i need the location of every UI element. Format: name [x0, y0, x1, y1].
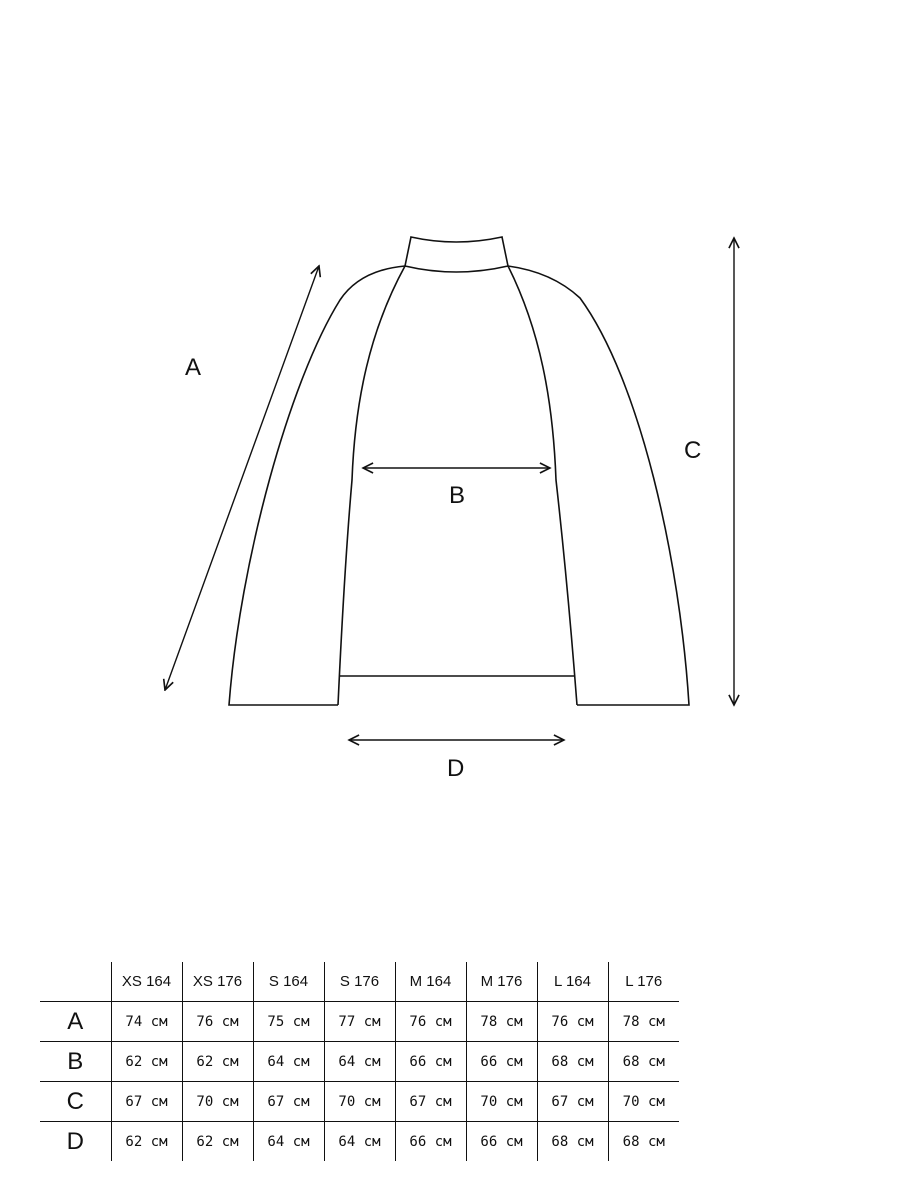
- size-header: L 176: [608, 962, 679, 1002]
- size-header: XS 176: [182, 962, 253, 1002]
- table-cell: 70 см: [182, 1082, 253, 1122]
- table-cell: 68 см: [537, 1042, 608, 1082]
- table-cell: 78 см: [466, 1002, 537, 1042]
- table-cell: 66 см: [466, 1122, 537, 1162]
- table-cell: 67 см: [111, 1082, 182, 1122]
- table-cell: 70 см: [324, 1082, 395, 1122]
- table-cell: 62 см: [182, 1042, 253, 1082]
- left-body-seam: [338, 266, 405, 705]
- row-label: C: [40, 1082, 111, 1122]
- table-cell: 62 см: [111, 1122, 182, 1162]
- measure-a-arrow: [165, 266, 319, 690]
- table-cell: 67 см: [395, 1082, 466, 1122]
- corner-cell: [40, 962, 111, 1002]
- table-cell: 66 см: [395, 1122, 466, 1162]
- left-sleeve-outline: [229, 266, 405, 705]
- table-cell: 78 см: [608, 1002, 679, 1042]
- measure-a-label: A: [185, 354, 202, 381]
- table-cell: 77 см: [324, 1002, 395, 1042]
- table-cell: 62 см: [182, 1122, 253, 1162]
- table-cell: 74 см: [111, 1002, 182, 1042]
- table-cell: 76 см: [395, 1002, 466, 1042]
- right-sleeve-outline: [508, 266, 689, 705]
- size-header: S 164: [253, 962, 324, 1002]
- table-row: [40, 1002, 679, 1042]
- table-cell: 62 см: [111, 1042, 182, 1082]
- table-cell: 64 см: [324, 1122, 395, 1162]
- size-header: M 176: [466, 962, 537, 1002]
- table-row: [40, 1082, 679, 1122]
- table-cell: 76 см: [537, 1002, 608, 1042]
- collar-outline: [405, 237, 508, 272]
- table-cell: 68 см: [608, 1122, 679, 1162]
- measure-b-label: B: [449, 482, 466, 509]
- table-row: [40, 1042, 679, 1082]
- table-cell: 64 см: [324, 1042, 395, 1082]
- table-cell: 75 см: [253, 1002, 324, 1042]
- measure-d-label: D: [447, 755, 465, 782]
- table-cell: 67 см: [537, 1082, 608, 1122]
- size-header: L 164: [537, 962, 608, 1002]
- measure-c-label: C: [684, 437, 702, 464]
- table-cell: 66 см: [395, 1042, 466, 1082]
- row-label: A: [40, 1002, 111, 1042]
- table-cell: 68 см: [608, 1042, 679, 1082]
- row-label: B: [40, 1042, 111, 1082]
- table-cell: 67 см: [253, 1082, 324, 1122]
- table-row: [40, 1122, 679, 1162]
- size-header: M 164: [395, 962, 466, 1002]
- table-cell: 66 см: [466, 1042, 537, 1082]
- table-cell: 70 см: [466, 1082, 537, 1122]
- table-cell: 64 см: [253, 1122, 324, 1162]
- row-label: D: [66, 1127, 84, 1155]
- size-chart-table: [40, 962, 679, 1161]
- size-header: S 176: [324, 962, 395, 1002]
- size-header: XS 164: [111, 962, 182, 1002]
- table-cell: 68 см: [537, 1122, 608, 1162]
- jacket-outline: [229, 237, 689, 705]
- right-body-seam: [508, 266, 577, 705]
- table-cell: 64 см: [253, 1042, 324, 1082]
- size-header-row: [40, 962, 679, 1002]
- table-cell: 70 см: [608, 1082, 679, 1122]
- table-cell: 76 см: [182, 1002, 253, 1042]
